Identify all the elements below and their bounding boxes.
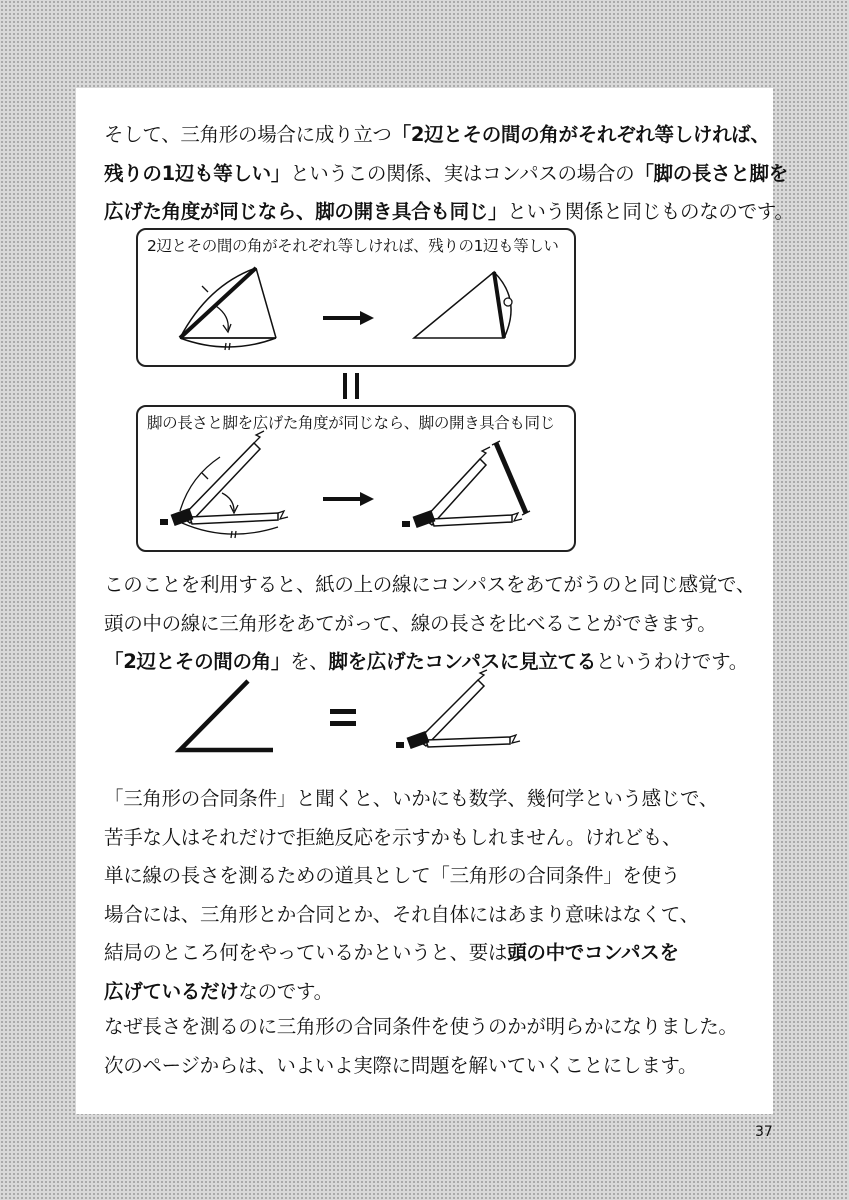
result-triangle <box>414 272 504 338</box>
triangle-diagram <box>138 230 574 365</box>
middle-text: というわけです。 <box>595 650 748 673</box>
body-bold-text: 広げているだけ <box>104 979 239 1003</box>
angle-equals-compass-figure <box>176 676 616 766</box>
intro-text: というこの関係、実はコンパスの場合の <box>290 161 635 185</box>
arrow-head <box>360 311 374 325</box>
middle-text: を、 <box>290 650 329 673</box>
compass-diagram-box <box>136 405 576 552</box>
body-text: なのです。 <box>238 979 333 1003</box>
compass-small <box>396 670 520 749</box>
compass-left <box>160 431 288 538</box>
body-line-6 <box>104 980 333 1003</box>
body-text: 結局のところ何をやっているかというと、要は <box>104 941 508 964</box>
body-line-1: 「三角形の合同条件」と聞くと、いかにも数学、幾何学という感じで、 <box>104 787 719 810</box>
intro-bold-text: 「脚の長さと脚を <box>634 161 788 185</box>
closing-line-1: なぜ長さを測るのに三角形の合同条件を使うのかが明らかになりました。 <box>104 1015 738 1038</box>
angle-arc <box>216 306 228 330</box>
side-right <box>256 268 276 338</box>
intro-bold-text: 残りの1辺も等しい」 <box>104 161 291 185</box>
circle-mark <box>504 298 512 306</box>
intro-bold-text: 「2辺とその間の角がそれぞれ等しければ、 <box>391 123 770 146</box>
equals-icon <box>330 709 356 714</box>
intro-line-2 <box>104 162 788 185</box>
body-line-5 <box>104 941 679 964</box>
tick-mark <box>225 343 226 350</box>
closing-paragraph <box>104 1008 738 1085</box>
body-line-3: 単に線の長さを測るための道具として「三角形の合同条件」を使う <box>104 864 681 887</box>
side-bold <box>180 268 256 338</box>
middle-bold-text: 脚を広げたコンパスに見立てる <box>328 650 596 673</box>
tick-mark <box>229 343 230 350</box>
intro-text: そして、三角形の場合に成り立つ <box>104 123 392 146</box>
triangle-box-caption: 2辺とその間の角がそれぞれ等しければ、残りの1辺も等しい <box>147 237 559 255</box>
middle-line-1: このことを利用すると、紙の上の線にコンパスをあてがうのと同じ感覚で、 <box>104 573 756 596</box>
body-bold-text: 頭の中でコンパスを <box>507 941 679 964</box>
compass-right <box>402 441 530 528</box>
middle-line-3 <box>104 650 748 673</box>
closing-line-2: 次のページからは、いよいよ実際に問題を解いていくことにします。 <box>104 1053 698 1077</box>
arrow-head <box>360 492 374 506</box>
angle-shape <box>180 681 273 750</box>
intro-bold-text: 広げた角度が同じなら、脚の開き具合も同じ」 <box>104 200 508 223</box>
body-line-4: 場合には、三角形とか合同とか、それ自体にはあまり意味はなくて、 <box>104 902 699 926</box>
body-line-2: 苦手な人はそれだけで拒絶反応を示すかもしれません。けれども、 <box>104 825 682 849</box>
body-paragraph <box>104 780 718 1011</box>
intro-line-3 <box>104 200 794 223</box>
arc-bottom <box>180 338 276 347</box>
intro-text: という関係と同じものなのです。 <box>507 200 794 223</box>
intro-line-1 <box>104 123 770 146</box>
middle-paragraph <box>104 566 755 682</box>
vertical-equals-icon <box>337 373 365 399</box>
compass-box-caption: 脚の長さと脚を広げた角度が同じなら、脚の開き具合も同じ <box>147 414 555 432</box>
tick-mark <box>202 286 208 292</box>
middle-bold-text: 「2辺とその間の角」 <box>104 650 291 673</box>
page-number: 37 <box>755 1124 773 1140</box>
book-page <box>76 88 794 1114</box>
compass-diagram <box>138 407 574 550</box>
angle-arrow <box>223 324 231 332</box>
middle-line-2: 頭の中の線に三角形をあてがって、線の長さを比べることができます。 <box>104 611 717 635</box>
intro-paragraph <box>104 116 794 232</box>
triangle-diagram-box <box>136 228 576 367</box>
equals-icon <box>330 721 356 726</box>
